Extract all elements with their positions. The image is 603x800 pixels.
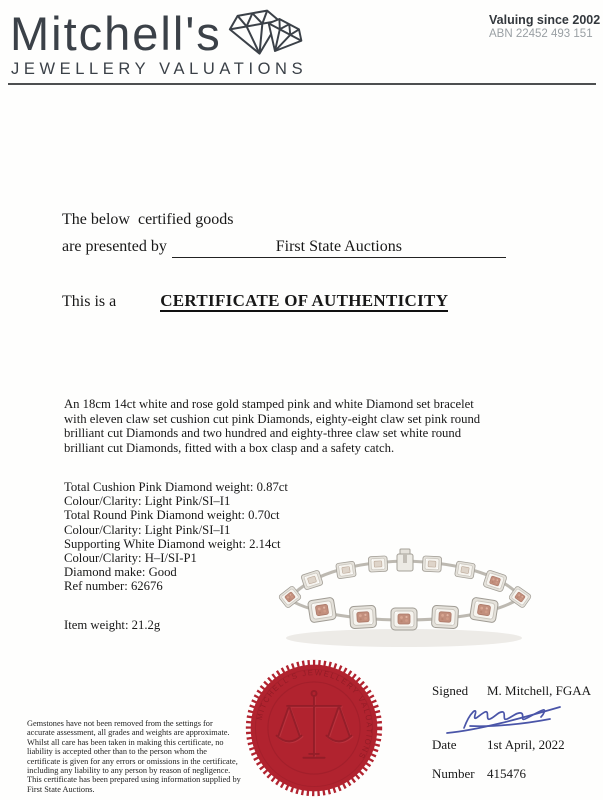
this-is-a: This is a [62,293,117,310]
tagline: Valuing since 2002 [489,13,601,27]
presented-by-prefix: are presented by [62,238,167,255]
presented-by-line [62,238,506,258]
wax-seal-icon [242,656,386,800]
brand-name: Mitchell's [10,7,222,60]
detail-cushion-weight: Total Cushion Pink Diamond weight: 0.87ct [64,480,288,494]
two-diamonds-logo-icon [224,1,310,63]
item-weight: Item weight: 21.2g [64,618,161,632]
header-divider [8,83,596,85]
handwritten-signature [444,700,584,736]
intro-line1: The below certified goods [62,211,234,228]
signed-label: Signed [432,683,469,698]
detail-cushion-colour: Colour/Clarity: Light Pink/SI–I1 [64,494,231,509]
box-clasp [397,549,413,571]
disclaimer-text: Gemstones have not been removed from the settings for accurate assessment, all grades and weights are approximate. Whilst all care has been taken in making this certificate, no liability is accepted other than to the person whom the certificate is given for any errors or omissions in the certificate, including any liability to any person by reason of negligence. This certificate has been prepared using information supplied by First State Auctions. [27,719,241,794]
presenter-name: First State Auctions [172,238,506,258]
abn-number: ABN 22452 493 151 [489,28,593,40]
detail-white-colour: Colour/Clarity: H–I/SI-P1 [64,551,197,566]
number-value: 415476 [487,766,526,781]
date-value: 1st April, 2022 [487,737,565,752]
brand-subtitle: JEWELLERY VALUATIONS [11,60,308,78]
bracelet-photo [274,548,538,656]
title-line [62,291,448,311]
date-label: Date [432,737,457,752]
seal-text: MITCHELL'S JEWELLERY VALUATIONS [254,668,374,762]
signed-value: M. Mitchell, FGAA [487,683,591,698]
detail-white-weight: Supporting White Diamond weight: 2.14ct [64,536,281,551]
item-description: An 18cm 14ct white and rose gold stamped pink and white Diamond set bracelet with eleven claw set cushion cut pink Diamonds, eighty-eight claw set pink round brilliant cut Diamonds and two hundred and eighty-three claw set white round brilliant cut Diamonds, fitted with a box clasp and a safety catch. [64,397,481,456]
number-label: Number [432,766,475,781]
detail-round-colour: Colour/Clarity: Light Pink/SI–I1 [64,522,231,537]
certificate-title: CERTIFICATE OF AUTHENTICITY [160,291,449,310]
detail-round-weight: Total Round Pink Diamond weight: 0.70ct [64,508,280,523]
detail-ref-number: Ref number: 62676 [64,579,163,594]
details-list [64,480,288,594]
detail-make: Diamond make: Good [64,565,177,580]
